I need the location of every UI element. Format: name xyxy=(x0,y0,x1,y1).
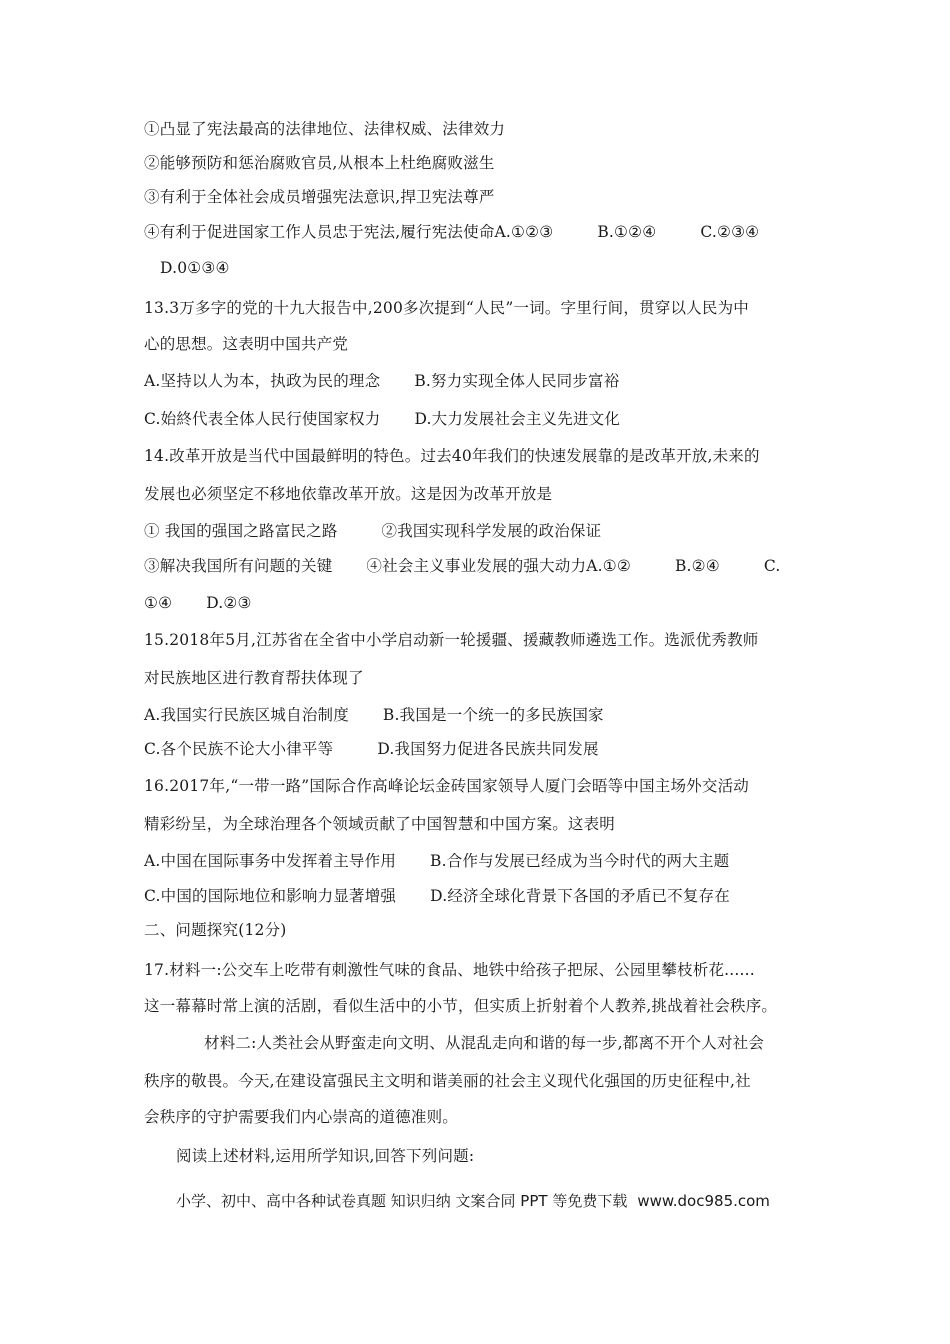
q15-choice-d: D.我国努力促进各民族共同发展 xyxy=(377,740,599,758)
q14-option-3: ③解决我国所有问题的关键 xyxy=(144,557,333,575)
q14-option-2: ②我国实现科学发展的政治保证 xyxy=(381,522,602,540)
q12-option-1: ①凸显了宪法最高的法律地位、法律权威、法律效力 xyxy=(144,120,506,138)
q17-material-2-line-1: 材料二:人类社会从野蛮走向文明、从混乱走向和谐的每一步,都离不开个人对社会 xyxy=(204,1034,765,1052)
q16-stem-1: 16.2017年,“一带一路”国际合作高峰论坛金砖国家领导人厦门会晤等中国主场外交活动 xyxy=(144,777,749,795)
q14-choice-c-letter: C. xyxy=(763,557,781,575)
q16-choices-cd xyxy=(144,886,730,906)
q16-choice-b: B.合作与发展已经成为当今时代的两大主题 xyxy=(430,852,730,870)
q13-choice-b: B.努力实现全体人民同步富裕 xyxy=(414,372,620,390)
q13-choice-d: D.大力发展社会主义先进文化 xyxy=(414,410,621,428)
q16-choice-a: A.中国在国际事务中发挥着主导作用 xyxy=(144,852,397,870)
q14-option-1: ① 我国的强国之路富民之路 xyxy=(144,522,338,540)
page-footer xyxy=(176,1191,770,1211)
q15-choices-ab xyxy=(144,705,604,725)
q16-stem-2: 精彩纷呈，为全球治理各个领域贡献了中国智慧和中国方案。这表明 xyxy=(144,815,616,833)
q13-choices-ab xyxy=(144,371,619,391)
q17-material-1-line-1: 17.材料一:公交车上吃带有刺激性气味的食品、地铁中给孩子把尿、公园里攀枝析花...... xyxy=(144,961,755,979)
q14-options-12 xyxy=(144,521,601,541)
q13-choices-cd xyxy=(144,409,620,429)
q14-stem-1: 14.改革开放是当代中国最鲜明的特色。过去40年我们的快速发展靠的是改革开放,未来的 xyxy=(144,447,760,465)
q13-choice-a: A.坚持以人为本，执政为民的理念 xyxy=(144,372,381,390)
q13-stem-1: 13.3万多字的党的十九大报告中,200多次提到“人民”一词。字里行间，贯穿以人民为中 xyxy=(144,299,749,317)
q17-material-2-line-3: 会秩序的守护需要我们内心崇高的道德准则。 xyxy=(144,1108,459,1126)
q14-stem-2: 发展也必须坚定不移地依靠改革开放。这是因为改革开放是 xyxy=(144,485,553,503)
q15-stem-1: 15.2018年5月,江苏省在全省中小学启动新一轮援疆、援藏教师遴选工作。选派优秀教师 xyxy=(144,631,759,649)
q12-choice-c: C.②③④ xyxy=(700,223,760,241)
q17-material-1-line-2: 这一幕幕时常上演的活剧，看似生活中的小节，但实质上折射着个人教养,挑战着社会秩序。 xyxy=(144,997,778,1015)
q16-choice-c: C.中国的国际地位和影响力显著增强 xyxy=(144,887,397,905)
q16-choices-ab xyxy=(144,851,729,871)
q12-option-4: ④有利于促进国家工作人员忠于宪法,履行宪法使命 xyxy=(144,223,495,241)
q15-stem-2: 对民族地区进行教育帮扶体现了 xyxy=(144,669,364,687)
q15-choice-c: C.各个民族不论大小律平等 xyxy=(144,740,334,758)
q15-choice-a: A.我国实行民族区城自治制度 xyxy=(144,706,349,724)
q13-choice-c: C.始終代表全体人民行使国家权力 xyxy=(144,410,381,428)
q12-choice-d: D.0①③④ xyxy=(160,259,230,277)
q14-choices-cd xyxy=(144,593,252,613)
q14-choice-b: B.②④ xyxy=(674,557,720,575)
q15-choices-cd xyxy=(144,739,599,759)
q12-option-4-line xyxy=(144,222,759,242)
q14-options-34 xyxy=(144,556,781,576)
q13-stem-2: 心的思想。这表明中国共产党 xyxy=(144,335,349,353)
q17-prompt: 阅读上述材料,运用所学知识,回答下列问题: xyxy=(176,1147,475,1165)
q14-choice-d: D.②③ xyxy=(206,594,252,612)
q14-choice-a: A.①② xyxy=(586,557,631,575)
q14-option-4: ④社会主义事业发展的强大动力 xyxy=(366,557,587,575)
q17-material-2-line-2: 秩序的敬畏。今天,在建设富强民主文明和谐美丽的社会主义现代化强国的历史征程中,社 xyxy=(144,1072,751,1090)
q14-choice-c-rest: ①④ xyxy=(144,594,173,612)
footer-url[interactable]: www.doc985.com xyxy=(637,1192,770,1210)
q15-choice-b: B.我国是一个统一的多民族国家 xyxy=(382,706,604,724)
q12-option-2: ②能够预防和惩治腐败官员,从根本上杜绝腐败滋生 xyxy=(144,154,495,172)
q16-choice-d: D.经济全球化背景下各国的矛盾已不复存在 xyxy=(430,887,730,905)
q12-choice-a: A.①②③ xyxy=(494,223,554,241)
q12-option-3: ③有利于全体社会成员增强宪法意识,捍卫宪法尊严 xyxy=(144,188,495,206)
footer-text: 小学、初中、高中各种试卷真题 知识归纳 文案合同 PPT 等免费下载 xyxy=(176,1192,628,1210)
q12-choice-b: B.①②④ xyxy=(597,223,657,241)
section-2-title: 二、问题探究(12分) xyxy=(144,921,287,939)
